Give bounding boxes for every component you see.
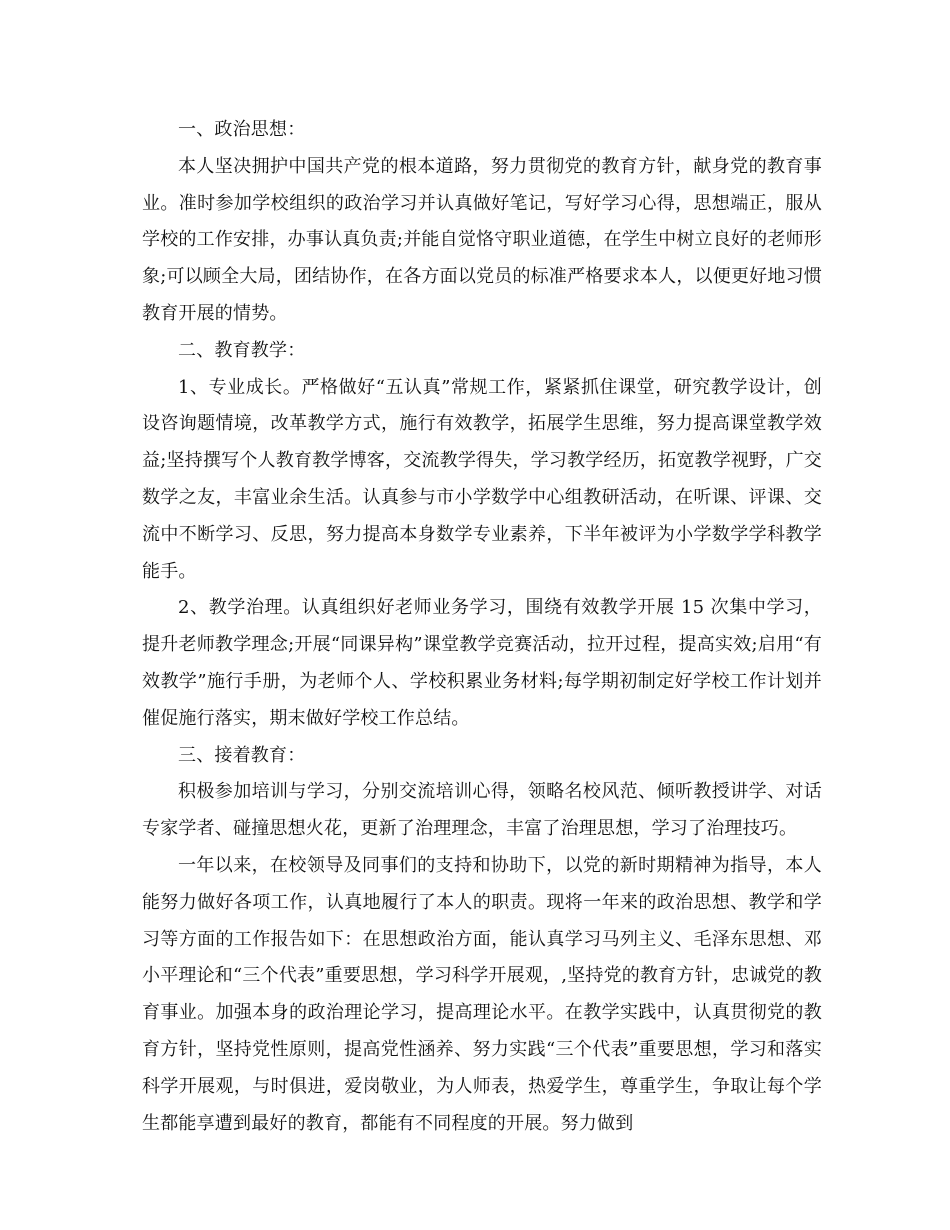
- paragraph: 2、教学治理。认真组织好老师业务学习，围绕有效教学开展 15 次集中学习，提升老师教学理念;开展“同课异构”课堂教学竞赛活动，拉开过程，提高实效;启用“有效教学”施行手册，为老师个人、学校积累业务材料;每学期初制定好学校工作计划并催促施行落实，期末做好学校工作总结。: [142, 597, 822, 729]
- document-body: [142, 112, 822, 1142]
- paragraph: 本人坚决拥护中国共产党的根本道路，努力贯彻党的教育方针，献身党的教育事业。准时参加学校组织的政治学习并认真做好笔记，写好学习心得，思想端正，服从学校的工作安排，办事认真负责;并能自觉恪守职业道德，在学生中树立良好的老师形象;可以顾全大局，团结协作，在各方面以党员的标准严格要求本人，以便更好地习惯教育开展的情势。: [142, 155, 822, 324]
- paragraph: 积极参加培训与学习，分别交流培训心得，领略名校风范、倾听教授讲学、对话专家学者、碰撞思想火花，更新了治理理念，丰富了治理思想，学习了治理技巧。: [142, 781, 822, 840]
- heading-education-teaching: 二、教育教学：: [178, 339, 306, 361]
- heading-continuing-education: 三、接着教育：: [178, 744, 306, 766]
- heading-political-thought: 一、政治思想：: [178, 119, 306, 140]
- paragraph: 1、专业成长。严格做好“五认真”常规工作，紧紧抓住课堂，研究教学设计，创设咨询题情境，改革教学方式，施行有效教学，拓展学生思维，努力提高课堂教学效益;坚持撰写个人教育教学博客，交流教学得失，学习教学经历，拓宽教学视野，广交数学之友，丰富业余生活。认真参与市小学数学中心组教研活动，在听课、评课、交流中不断学习、反思，努力提高本身数学专业素养，下半年被评为小学数学学科教学能手。: [142, 376, 822, 582]
- paragraph: 一年以来，在校领导及同事们的支持和协助下，以党的新时期精神为指导，本人能努力做好各项工作，认真地履行了本人的职责。现将一年来的政治思想、教学和学习等方面的工作报告如下：在思想政治方面，能认真学习马列主义、毛泽东思想、邓小平理论和“三个代表”重要思想，学习科学开展观，,坚持党的教育方针，忠诚党的教育事业。加强本身的政治理论学习，提高理论水平。在教学实践中，认真贯彻党的教育方针，坚持党性原则，提高党性涵养、努力实践“三个代表”重要思想，学习和落实科学开展观，与时俱进，爱岗敬业，为人师表，热爱学生，尊重学生，争取让每个学生都能享遭到最好的教育，都能有不同程度的开展。努力做到: [142, 854, 822, 1134]
